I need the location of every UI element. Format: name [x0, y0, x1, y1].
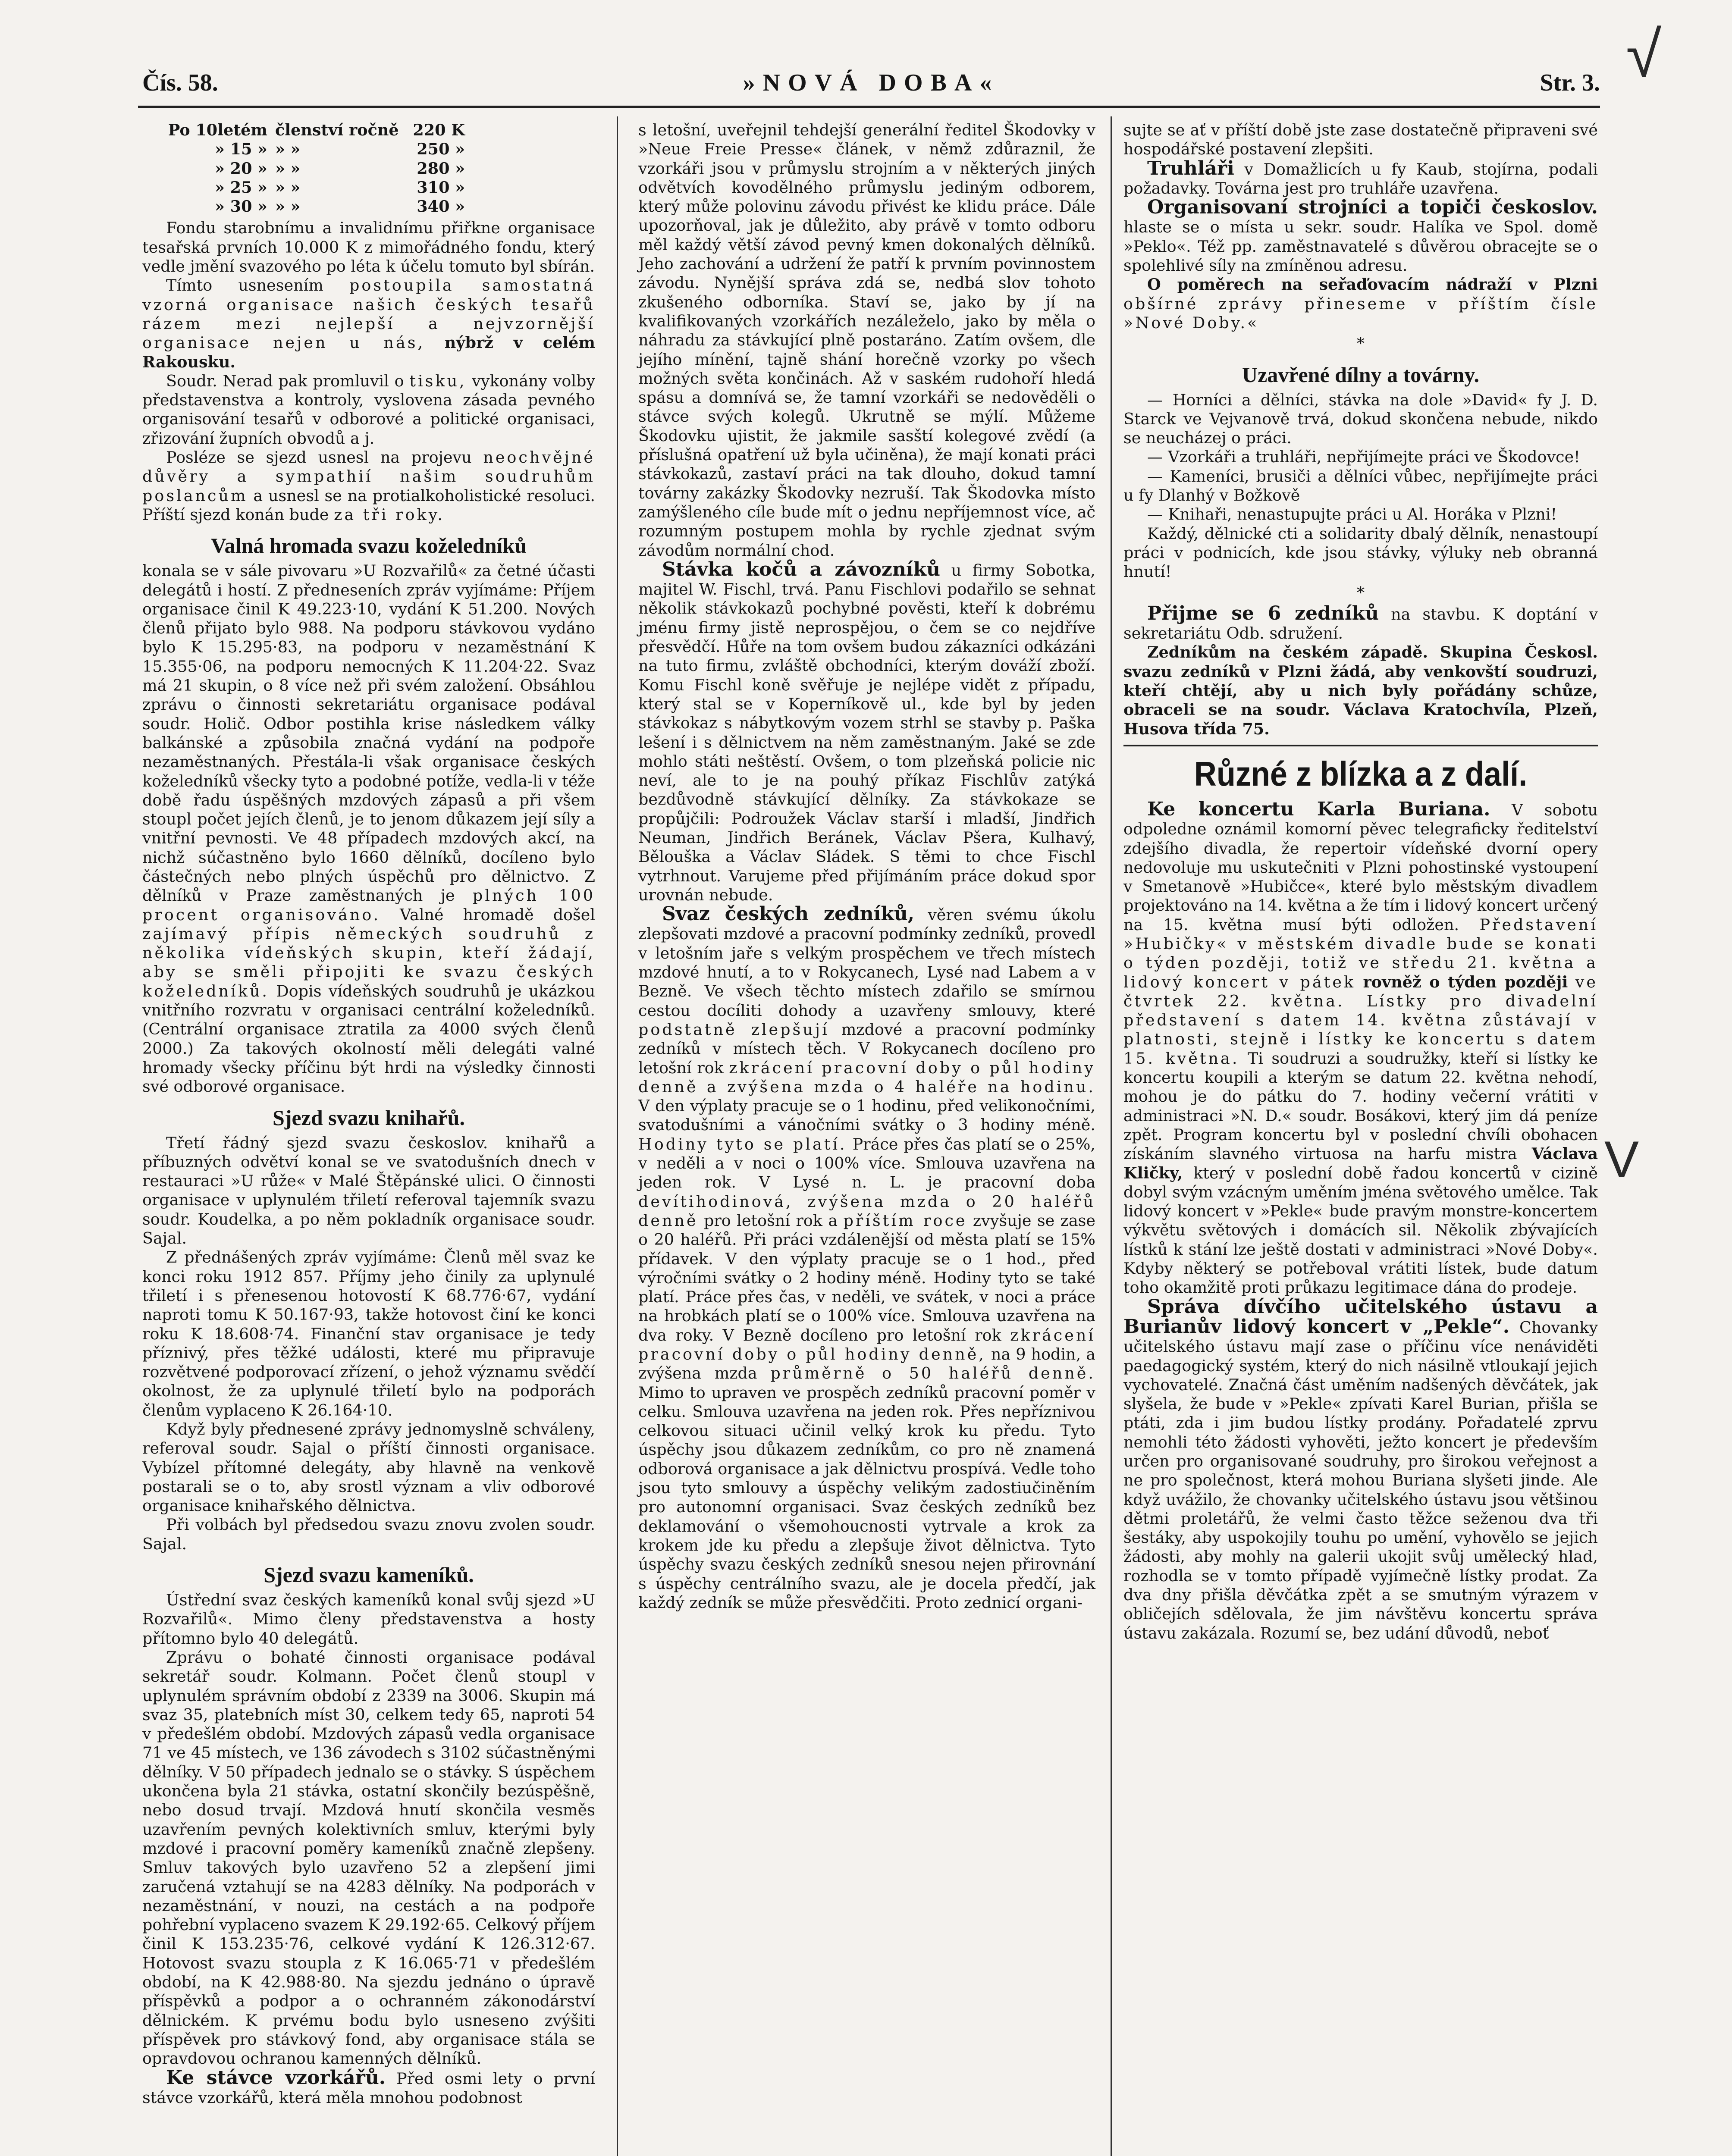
- paragraph: Organisovaní strojníci a topiči českoslov. hlaste se o místa u sekr. soudr. Halíka ve Spol. domě »Peklo«. Též pp. zaměstnavatelé s důvěrou obracejte se o spolehlivé síly na zmíněnou adresu.: [1123, 196, 1598, 275]
- newspaper-title: »NOVÁ DOBA«: [743, 69, 1000, 96]
- page-number: Str. 3.: [1540, 69, 1600, 96]
- paragraph: Při volbách byl předsedou svazu znovu zvolen soudr. Sajal.: [142, 1515, 595, 1553]
- paragraph: sujte se ať v příští době jste zase dostatečně připraveni své hospodářské postavení zlepšiti.: [1123, 121, 1598, 159]
- paragraph: Tímto usnesením postoupila samostatná vzorná organisace našich českých tesařů rázem mezi nejlepší a nejvzornější organisace nejen u nás, nýbrž v celém Rakousku.: [142, 276, 595, 371]
- paragraph: s letošní, uveřejnil tehdejší generální ředitel Škodovky v »Neue Freie Presse« článek, v němž zdůraznil, že vzorkáři jsou v průmyslu strojním a v některých jiných odvětvích kovodělného průmyslu jediným odborem, který může polovinu závodu přivést ke klidu práce. Dále upozorňoval, jak je důležito, aby právě v tomto odboru měl každý větší závod pevný kmen dokonalých dělníků. Jeho zachování a udržení že patří k prvním povinnostem závodu. Nynější správa zdá se, nedbá slov tohoto zkušeného odborníka. Staví se, jako by jí na kvalifikovaných vzorkářích nezáleželo, jako by měla o náhradu za stávkující plně postaráno. Zatím ovšem, dle jejího mínění, tajně shání horečně vzorky po všech možných světa končinách. Až v saském rudohoří hledá spásu a domnívá se, že tamní vzorkáři se nedověděli o stávce svých kolegů. Ukrutně se mýlí. Můžeme Škodovku ujistit, že jakmile sasští kolegové zvědí (a příslušná opatření už byla učiněna), že mají konati práci stávkokazů, zastaví práci na tak dlouho, dokud tamní továrny zakázky Škodovky nezruší. Tak Škodovka místo zamýšleného cíle bude mít o jednu nepříjemnost více, ač rozumným postupem mohla by rychle zjednat svým závodům normální chod.: [638, 121, 1095, 560]
- paragraph: Ke stávce vzorkářů. Před osmi lety o první stávce vzorkářů, která měla mnohou podobnost: [142, 2066, 595, 2107]
- paragraph: O poměrech na seřaďovacím nádraží v Plzni obšírné zprávy přineseme v příštím čísle »Nové Doby.«: [1123, 275, 1598, 332]
- column-divider: [617, 116, 618, 2156]
- paragraph: Z přednášených zpráv vyjímáme: Členů měl svaz ke konci roku 1912 857. Příjmy jeho činily za uplynulé třiletí i s přenesenou hotovostí K 68.776·67, vydání naproti tomu K 50.167·93, takže hotovost činí ke konci roku K 18.608·74. Finanční stav organisace je tedy příznivý, přes těžké události, které mu připravuje rozvětvené podporovací zřízení, o jehož významu svědčí okolnost, že za uplynulé třiletí bylo na podporách členům vyplaceno K 26.164·10.: [142, 1248, 595, 1420]
- paragraph: Každý, dělnické cti a solidarity dbalý dělník, nenastoupí práci v podnicích, kde jsou stávky, výluky neb obranná hnutí!: [1123, 524, 1598, 581]
- table-row: » 20 » » » 280 »: [215, 159, 465, 178]
- paragraph: Svaz českých zedníků, věren svému úkolu zlepšovati mzdové a pracovní podmínky zedníků, provedl v letošním jaře s velkým prospěchem ve třech místech mzdové hnutí, a to v Rokycanech, Lysé nad Labem a v Bezně. Ve všech těchto místech zdařilo se smírnou cestou docíliti dohody a uzavřeny smlouvy, které podstatně zlepšují mzdové a pracovní podmínky zedníků v místech těch. V Rokycanech docíleno pro letošní rok zkrácení pracovní doby o půl hodiny denně a zvýšena mzda o 4 haléře na hodinu. V den výplaty pracuje se o 1 hodinu, před velikonočními, svatodušními a vánočními svátky o 3 hodiny méně. Hodiny tyto se platí. Práce přes čas platí se o 25%, v neděli a v noci o 100% více. Smlouva uzavřena na jeden rok. V Lysé n. L. je pracovní doba devítihodinová, zvýšena mzda o 20 haléřů denně pro letošní rok a příštím roce zvyšuje se zase o 20 haléřů. Při práci vzdálenější od města platí se 15% přídavek. V den výplaty pracuje se o 1 hod., před výročními svátky o 2 hodiny méně. Hodiny tyto se také platí. Práce přes čas, v neděli, ve svátek, v noci a práce na hrobkách platí se o 100% více. Smlouva uzavřena na dva roky. V Bezně docíleno pro letošní rok zkrácení pracovní doby o půl hodiny denně, na 9 hodin, a zvýšena mzda průměrně o 50 haléřů denně. Mimo to upraven ve prospěch zedníků pracovní poměr v celku. Smlouva uzavřena na jeden rok. Přes nepříznivou celkovou situaci učinil velký krok ku předu. Tyto úspěchy jsou důkazem zedníkům, co pro ně znamená odborová organisace a jak dělnictvu prospívá. Vedle toho jsou tyto smlouvy a úspěchy velikým zadostiučiněním pro autonomní organisaci. Svaz českých zedníků bez deklamování o všemohoucnosti vytrvale a krok za krokem jde ku předu a zlepšuje život dělnictva. Tyto úspěchy svazu českých zedníků snesou nejen přirovnání s úspěchy centrálního svazu, ale je docela předčí, jak každý zedník se může přesvědčiti. Proto zednicí organi-: [638, 903, 1096, 1612]
- section-title: Různé z blízka a z dalí.: [1194, 754, 1528, 793]
- paragraph: — Horníci a dělníci, stávka na dole »David« fy J. D. Starck ve Vejvanově trvá, dokud skončena nebude, nikdo se neucházej o práci.: [1123, 390, 1598, 448]
- paragraph: Soudr. Nerad pak promluvil o tisku, vykonány volby představenstva a kontroly, vyslovena zásada pevného organisování tesařů v odborové a politické organisaci, zřizování župních obvodů a j.: [142, 371, 595, 448]
- inline-heading: Správa dívčího učitelského ústavu a Burianův lidový koncert v „Pekle“.: [1123, 1295, 1598, 1338]
- section-heading: Sjezd svazu kameníků.: [264, 1563, 474, 1587]
- handwritten-check-mark: √: [1626, 18, 1662, 91]
- table-row: » 30 » » » 340 »: [215, 197, 465, 216]
- column-1: [142, 121, 595, 2107]
- separator-star: *: [1356, 583, 1365, 602]
- column-3: [1123, 121, 1598, 1643]
- inline-heading: Svaz českých zedníků,: [662, 903, 915, 925]
- paragraph: Zprávu o bohaté činnosti organisace podával sekretář soudr. Kolmann. Počet členů stoupl v uplynulém správním období z 2339 na 3006. Skupin má svaz 35, platebních míst 30, celkem tedy 65, naproti 54 v předešlém období. Mzdových zápasů vedla organisace 71 ve 45 místech, ve 136 závodech s 3102 súčastněnými dělníky. V 50 případech jednalo se o stávky. S úspěchem ukončena byla 21 stávka, ostatní skončily bezúspěšně, nebo dosud trvají. Mzdová hnutí skončila vesměs uzavřením pevných kolektivních smluv, kterými byly mzdové i pracovní poměry kameníků značně zlepšeny. Smluv takových bylo uzavřeno 52 a zlepšení jimi zaručená vztahují se na 4283 dělníky. Na podporách v nezaměstnání, v nouzi, na cestách a na podpoře pohřební vyplaceno svazem K 29.192·65. Celkový příjem činil K 153.235·76, celkové vydání K 126.312·67. Hotovost svazu stoupla z K 16.065·71 v předešlém období, na K 42.988·80. Na sjezdu jednáno o úpravě příspěvků a podpor a o ochranném zákonodárství dělnickém. K prvému bodu bylo usneseno zvýšiti příspěvek pro stávkový fond, aby organisace stála se opravdovou ochranou kamenných dělníků.: [142, 1648, 595, 2068]
- paragraph: konala se v sále pivovaru »U Rozvařilů« za četné účasti delegátů i hostí. Z předneseních zpráv vyjímáme: Příjem organisace činil K 49.223·10, vydání K 51.200. Nových členů přijato bylo 988. Na podporu stávkovou vydáno bylo K 15.295·83, na podporu v nezaměstnání K 15.355·06, na podporu nemocných K 11.204·22. Svaz má 21 skupin, o 8 více než při svém založení. Obsáhlou zprávu o činnosti sekretariátu organisace podával soudr. Holič. Odbor postihla krise následkem války balkánské a způsobila značná vydání na podpoře nezaměstnaných. Přestála-li však organisace českých koželedníků všecky tyto a podobné potíže, vedla-li v téže době řadu úspěšných mzdových zápasů a při všem stoupl počet jejích členů, je to jenom důkazem její síly a vnitřní pevnosti. Ve 48 případech mzdových akcí, na nichž súčastněno bylo 1660 dělníků, docíleno bylo částečných nebo plných úspěchů pro dělnictvo. Z dělníků v Praze zaměstnaných je plných 100 procent organisováno. Valné hromadě došel zajímavý přípis německých soudruhů z několika vídeňských skupin, kteří žádají, aby se směli připojiti ke svazu českých koželedníků. Dopis vídeňských soudruhů je ukázkou vnitřního rozvratu v organisaci centrální koželedníků. (Centrální organisace ztratila za 4000 svých členů 2000.) Za takových okolností měli delegáti valné hromady všecky příčinu být hrdi na výsledky činnosti své odborové organisace.: [142, 561, 595, 1096]
- section-heading: Sjezd svazu knihařů.: [273, 1105, 465, 1130]
- header-rule: [138, 106, 1600, 108]
- paragraph: Truhláři v Domažlicích u fy Kaub, stojírna, podali požadavky. Továrna jest pro truhláře uzavřena.: [1123, 157, 1598, 197]
- inline-heading: Ke stávce vzorkářů.: [166, 2066, 386, 2089]
- column-2: [638, 121, 1095, 1612]
- paragraph: Přijme se 6 zedníků na stavbu. K doptání v sekretariátu Odb. sdružení.: [1123, 602, 1598, 643]
- issue-number: Čís. 58.: [142, 69, 218, 96]
- table-row: » 15 » » » 250 »: [215, 140, 465, 159]
- paragraph: Zedníkům na českém západě. Skupina Českosl. svazu zedníků v Plzni žádá, aby venkovští soudruzi, kteří chtějí, aby u nich byly pořádány schůze, obraceli se na soudr. Václava Kratochvíla, Plzeň, Husova třída 75.: [1123, 643, 1598, 738]
- paragraph: — Vzorkáři a truhláři, nepřijímejte práci ve Škodovce!: [1147, 448, 1580, 467]
- section-heading: Uzavřené dílny a továrny.: [1242, 362, 1479, 387]
- membership-table: [142, 121, 595, 216]
- paragraph: — Knihaři, nenastupujte práci u Al. Horáka v Plzni!: [1147, 505, 1557, 524]
- paragraph: Ústřední svaz českých kameníků konal svůj sjezd »U Rozvařilů«. Mimo členy představenstva a hosty přítomno bylo 40 delegátů.: [142, 1591, 595, 1648]
- paragraph: Ke koncertu Karla Buriana. V sobotu odpoledne oznámil komorní pěvec telegraficky ředitelství zdejšího divadla, že repertoir vídeňské dvorní opery nedovoluje mu uskutečniti v Plzni pohostinské vystoupení v Smetanově »Hubičce«, které bylo městským divadlem projektováno na 14. května a že tím i lidový koncert určený na 15. května musí býti odložen. Představení »Hubičky« v městském divadle bude se konati o týden později, totiž ve středu 21. května a lidový koncert v pátek rovněž o týden později ve čtvrtek 22. května. Lístky pro divadelní představení s datem 14. května zůstávají v platnosti, stejně i lístky ke koncertu s datem 15. května. Ti soudruzi a soudružky, kteří si lístky ke koncertu koupili a kterým se datum 22. května nehodí, mohou je do pátku do 7. hodiny večerní vrátiti v administraci »N. D.« soudr. Bosákovi, který jim dá peníze zpět. Program koncertu byl v poslední chvíli obohacen získáním slavného virtuosa na harfu mistra Václava Kličky, který v poslední době řadou koncertů v cizině dobyl svým vzácným uměním jména světového umělce. Tak lidový koncert v »Pekle« bude pravým monstre-koncertem výkvětu světových i domácích sil. Několik zbývajících lístků k stání lze ještě dostati v administraci »Nové Doby«. Kdyby některý se potřeboval vrátiti lístek, bude datum toho okamžitě proti průkazu legitimace dána do prodeje.: [1123, 798, 1598, 1297]
- inline-heading: Ke koncertu Karla Buriana.: [1147, 798, 1490, 820]
- paragraph: — Kameníci, brusiči a dělníci vůbec, nepřijímejte práci u fy Dlanhý v Božkově: [1123, 467, 1598, 505]
- paragraph: Správa dívčího učitelského ústavu a Burianův lidový koncert v „Pekle“. Chovanky učitelského ústavu mají zase o příčinu více nenáviděti paedagogický systém, který do nich násilně vtloukají jejich vychovatelé. Značná část uměním nadšených děvčátek, jak slyšela, že bude v »Pekle« zpívati Karel Burian, přišla se ptáti, zda i jim budou lístky prodány. Pořadatelé zprvu nemohli této žádosti vyhověti, ježto koncert je především určen pro organisované soudruhy, pro širokou veřejnost a ne pro společnost, která mohou Buriana slyšeti jinde. Ale když uvážilo, že chovanky učitelského ústavu jsou většinou dětmi proletářů, že velmi často těžce seženou dva tři šestáky, aby uspokojily touhu po umění, vyhovělo se jejich žádosti, aby mohly na galerii ukojit svůj umělecký hlad, rozhodla se v tomto případě vyjímečně lístky prodat. Za dva dny přišla děvčátka zpět a se smutným výrazem v obličejích sdělovala, že jim návštěvu koncertu správa ústavu zakázala. Rozumí se, bez udání důvodů, neboť: [1123, 1295, 1598, 1642]
- paragraph: Fondu starobnímu a invalidnímu přiřkne organisace tesařská prvních 10.000 K z mimořádného fondu, který vedle jmění svazového po léta k účelu tomuto byl sbírán.: [142, 219, 595, 276]
- paragraph: Třetí řádný sjezd svazu českoslov. knihařů a příbuzných odvětví konal se ve svatodušních dnech v restauraci »U růže« v Malé Štěpánské ulici. O činnosti organisace v uplynulém třiletí referoval tajemník svazu soudr. Koudelka, a po něm pokladník organisace soudr. Sajal.: [142, 1133, 595, 1248]
- table-row: Po 10letém členství ročně 220 K: [168, 121, 465, 139]
- separator-star: *: [1356, 334, 1365, 353]
- table-row: » 25 » » » 310 »: [215, 178, 465, 197]
- handwritten-v-mark: V: [1604, 1131, 1639, 1188]
- section-divider: [1123, 745, 1598, 746]
- paragraph: Posléze se sjezd usnesl na projevu neochvějné důvěry a sympathií našim soudruhům poslancům a usnesl se na protialkoholistické resoluci. Příští sjezd konán bude za tři roky.: [142, 448, 595, 524]
- section-heading: Valná hromada svazu koželedníků: [210, 533, 527, 558]
- column-divider: [1111, 116, 1112, 2156]
- page-header: [142, 65, 1600, 103]
- paragraph: Když byly přednesené zprávy jednomyslně schváleny, referoval soudr. Sajal o příští činnosti organisace. Vybízel přítomné delegáty, aby hlavně na venkově postarali se o to, aby srostl význam a vliv odborové organisace knihařského dělnictva.: [142, 1420, 595, 1515]
- paragraph: Stávka kočů a závozníků u firmy Sobotka, majitel W. Fischl, trvá. Panu Fischlovi podařilo se sehnat několik stávkokazů pochybné pověsti, kteří k dobrému jménu firmy jistě neprospějou, o čem se co nejdříve přesvědčí. Hůře na tom ovšem budou zákazníci odkázáni na tuto firmu, zvláště obchodníci, kterým dováží zboží. Komu Fischl koně svěřuje je nejlépe vidět z případu, který stal se v Koperníkově ul., kde byl by jeden stávkokaz s nábytkovým vozem strhl se stavby p. Paška lešení i s dělnictvem na něm zaměstnaným. Jaké se zde mohlo státi neštěstí. Ovšem, o tom plzeňská policie nic neví, ale to je na pouhý příkaz Fischlův zatýká bezdůvodně stávkující dělníky. Za stávkokaze se propůjčili: Podroužek Václav starší i mladší, Jindřich Neuman, Jindřich Beránek, Václav Pšera, Kulhavý, Bělouška a Václav Sládek. S těmi to chce Fischl vytrhnout. Varujeme před přijímáním práce dokud spor urovnán nebude.: [638, 558, 1095, 904]
- inline-heading: Stávka kočů a závozníků: [662, 558, 940, 580]
